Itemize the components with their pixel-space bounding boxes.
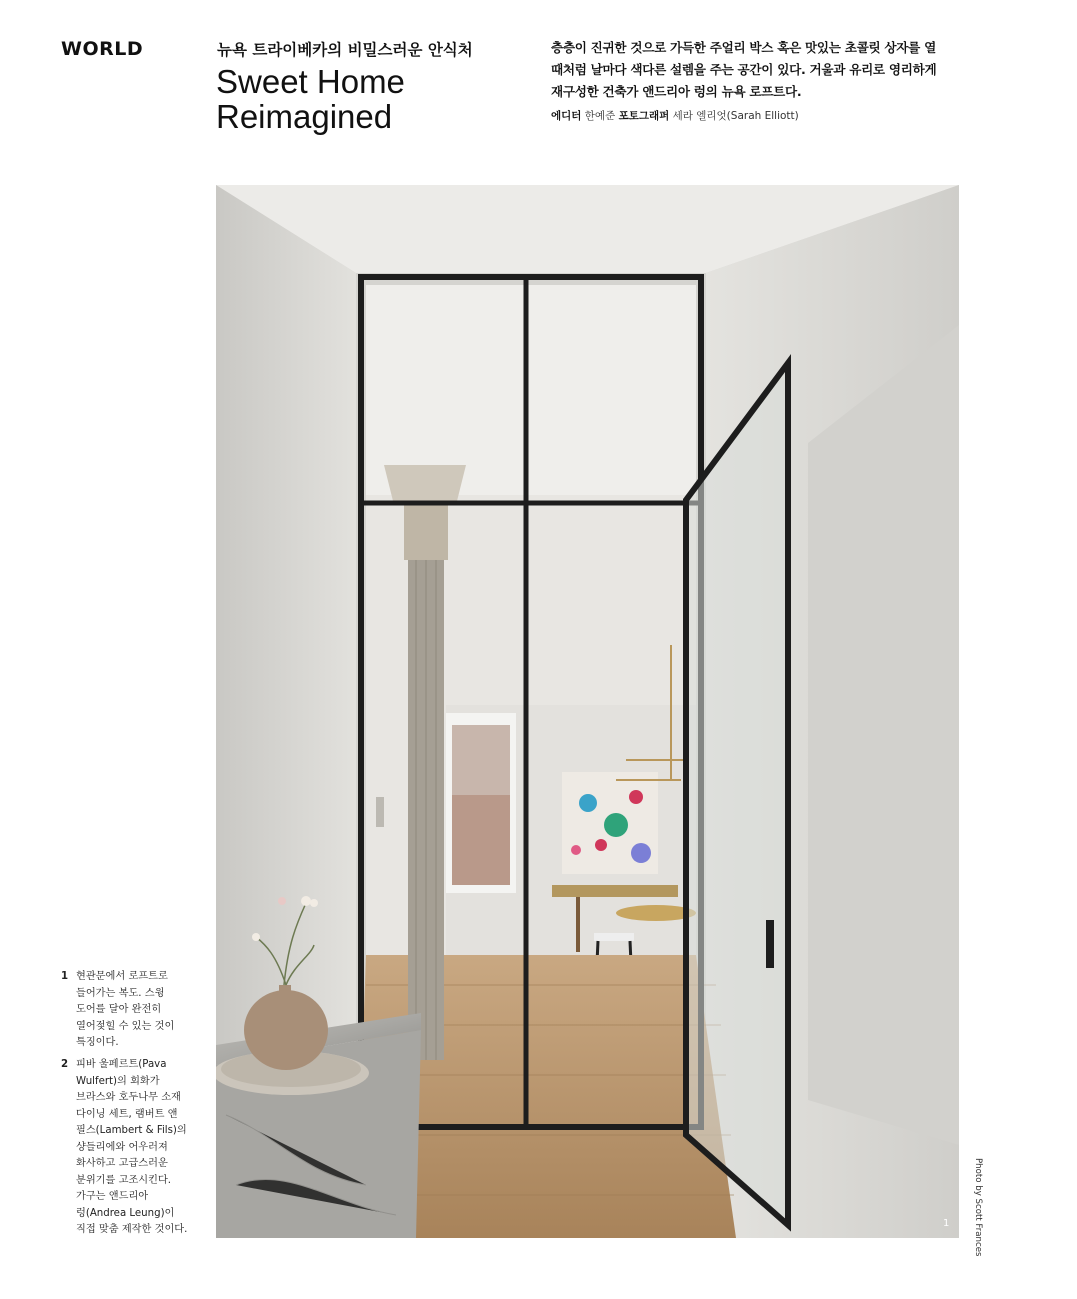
interior-photo (216, 185, 959, 1238)
editor-name: 한예준 (584, 110, 616, 122)
caption-line: 브라스와 호두나무 소재 (76, 1092, 181, 1103)
credits (551, 108, 799, 123)
caption-line: 가구는 앤드리아 (76, 1191, 149, 1202)
caption-line: 특징이다. (76, 1037, 119, 1048)
title-line: Reimagined (216, 98, 393, 135)
caption-line: 샹들리에와 어우러져 (76, 1141, 168, 1153)
photo-credit: Photo by Scott Frances (973, 1158, 983, 1257)
kicker: 뉴욕 트라이베카의 비밀스러운 안식처 (217, 41, 473, 59)
caption-line: 들어가는 복도. 스윙 (76, 987, 165, 999)
dek-line: 층층이 진귀한 것으로 가득한 주얼리 박스 혹은 맛있는 초콜릿 상자를 열 (551, 40, 936, 55)
photographer-label: 포토그래퍼 (618, 110, 670, 122)
title-line: Sweet Home (216, 63, 405, 100)
caption-line: Wulfert)의 회화가 (76, 1075, 160, 1087)
interior-illustration (216, 185, 959, 1238)
caption-number: 2 (61, 1059, 69, 1070)
dek (551, 37, 971, 103)
dek-line: 재구성한 건축가 앤드리아 렁의 뉴욕 로프트다. (551, 84, 802, 99)
caption-number: 1 (61, 971, 69, 982)
caption-line: 분위기를 고조시킨다. (76, 1174, 172, 1186)
caption-line: 피바 울페르트(Pava (76, 1059, 167, 1070)
caption-line: 필스(Lambert & Fils)의 (76, 1125, 187, 1136)
caption-line: 화사하고 고급스러운 (76, 1158, 168, 1169)
caption-line: 도어를 달아 완전히 (76, 1004, 162, 1015)
caption-line: 현관문에서 로프트로 (76, 971, 168, 982)
dek-line: 때처럼 날마다 색다른 설렘을 주는 공간이 있다. 거울과 유리로 영리하게 (551, 62, 937, 77)
section-label: WORLD (61, 38, 144, 60)
photographer-name: 세라 엘리엇(Sarah Elliott) (672, 110, 799, 122)
caption-line: 열어젖힐 수 있는 것이 (76, 1020, 175, 1032)
editor-label: 에디터 (551, 110, 582, 122)
caption-line: 렁(Andrea Leung)이 (76, 1207, 175, 1219)
article-title (216, 64, 516, 134)
photo-number: 1 (943, 1218, 950, 1229)
caption-line: 직접 맞춤 제작한 것이다. (76, 1224, 188, 1235)
caption-line: 다이닝 세트, 램버트 앤 (76, 1108, 178, 1120)
